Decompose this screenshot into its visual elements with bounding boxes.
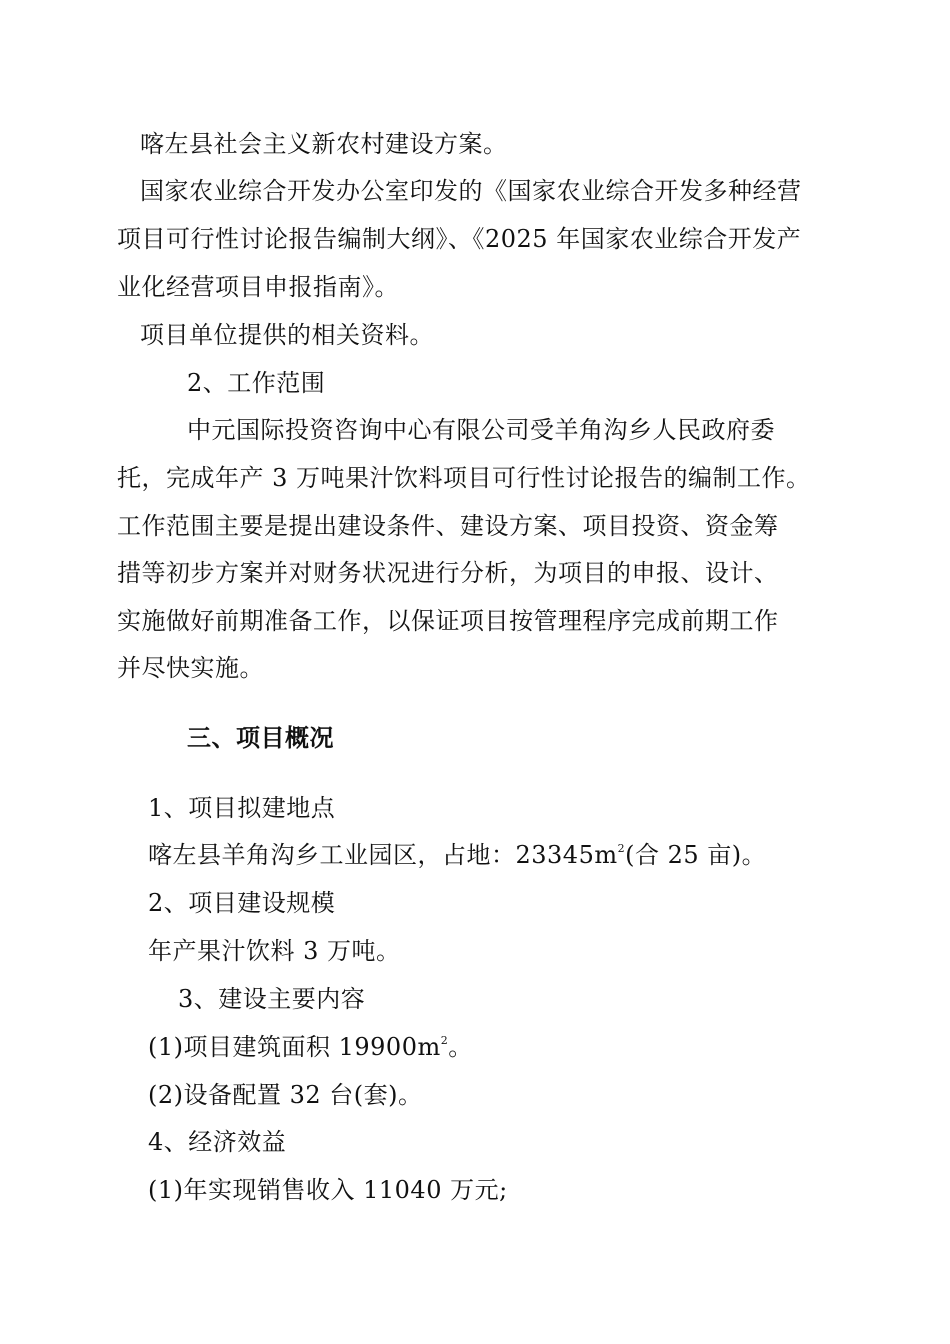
basis-outline-line-2: 项目可行性讨论报告编制大纲》、《2025 年国家农业综合开发产 [117, 225, 802, 253]
basis-plan: 喀左县社会主义新农村建设方案。 [140, 130, 508, 158]
basis-materials: 项目单位提供的相关资料。 [140, 321, 434, 349]
location-text-main: 喀左县羊角沟乡工业园区，占地：23345m [148, 841, 618, 869]
basis-outline-line-3: 业化经营项目申报指南》。 [117, 273, 399, 301]
content-item-1 [148, 1030, 473, 1064]
content-item-1-main: (1)项目建筑面积 19900m [148, 1033, 441, 1061]
location-text-tail: (合 25 亩)。 [625, 841, 767, 869]
scope-paragraph-line-1: 中元国际投资咨询中心有限公司受羊角沟乡人民政府委 [187, 416, 775, 444]
scope-paragraph-line-6: 并尽快实施。 [117, 654, 264, 682]
superscript: 2 [440, 1034, 449, 1047]
superscript: 2 [617, 842, 626, 855]
benefit-heading: 4、经济效益 [148, 1128, 287, 1156]
scale-text: 年产果汁饮料 3 万吨。 [148, 937, 401, 965]
scope-paragraph-line-3: 工作范围主要是提出建设条件、建设方案、项目投资、资金筹 [117, 512, 779, 540]
scope-paragraph-line-4: 措等初步方案并对财务状况进行分析，为项目的申报、设计、 [117, 559, 779, 587]
location-text [148, 838, 766, 872]
benefit-item-1: (1)年实现销售收入 11040 万元; [148, 1176, 508, 1204]
content-item-1-tail: 。 [448, 1033, 473, 1061]
scale-heading: 2、项目建设规模 [148, 889, 336, 917]
scope-paragraph-line-2: 托，完成年产 3 万吨果汁饮料项目可行性讨论报告的编制工作。 [117, 464, 811, 492]
section-3-heading: 三、项目概况 [187, 723, 334, 752]
content-item-2: (2)设备配置 32 台(套)。 [148, 1081, 423, 1109]
basis-outline-line-1: 国家农业综合开发办公室印发的《国家农业综合开发多种经营 [140, 177, 802, 205]
content-heading: 3、建设主要内容 [178, 985, 366, 1013]
scope-paragraph-line-5: 实施做好前期准备工作，以保证项目按管理程序完成前期工作 [117, 607, 779, 635]
scope-heading: 2、工作范围 [187, 369, 326, 397]
location-heading: 1、项目拟建地点 [148, 794, 336, 822]
